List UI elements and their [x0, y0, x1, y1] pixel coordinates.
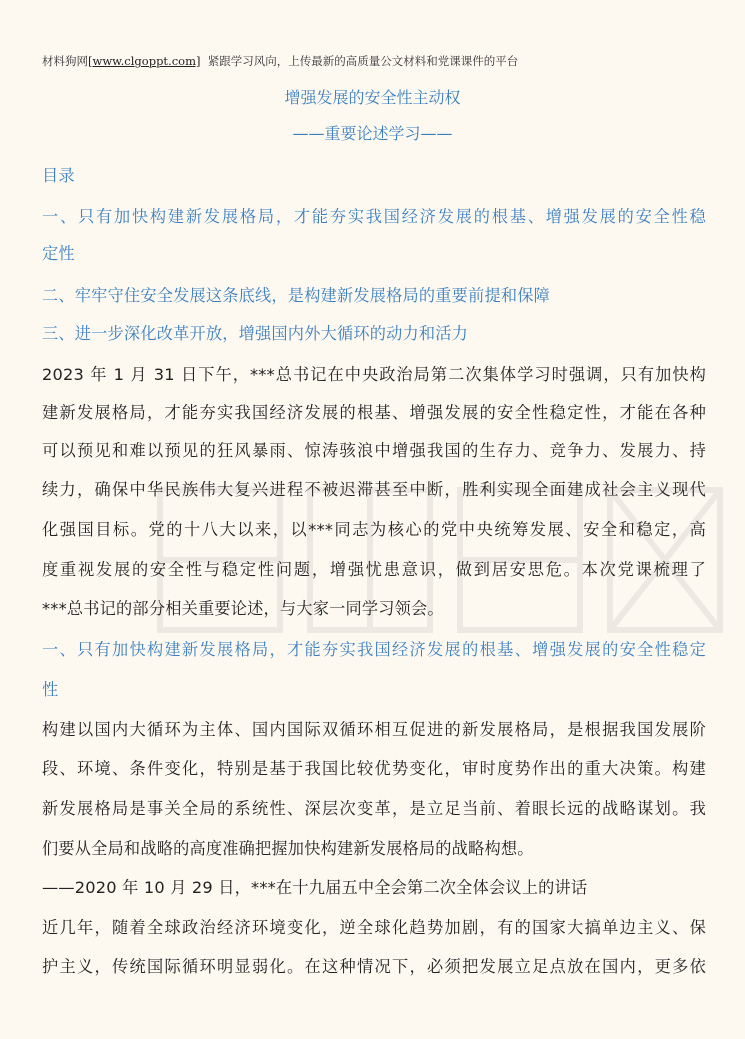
quote-source: ——2020 年 10 月 29 日，***在十九届五中全会第二次全体会议上的讲话: [42, 878, 588, 897]
section-1-paragraph-line: 构建以国内大循环为主体、国内国际双循环相互促进的新发展格局，是根据我国发展阶: [42, 720, 706, 739]
page-header: [42, 53, 518, 69]
section-1-heading: 一、只有加快构建新发展格局，才能夯实我国经济发展的根基、增强发展的安全性稳定: [42, 640, 706, 659]
intro-line: 续力，确保中华民族伟大复兴进程不被迟滞甚至中断，胜利实现全面建成社会主义现代: [42, 480, 706, 499]
intro-line: ***总书记的部分相关重要论述，与大家一同学习领会。: [42, 599, 444, 618]
section-1-paragraph-line: 新发展格局是事关全局的系统性、深层次变革，是立足当前、着眼长远的战略谋划。我: [42, 799, 706, 818]
toc-item-1-continued[interactable]: 定性: [42, 244, 75, 263]
intro-line: 度重视发展的安全性与稳定性问题，增强忧患意识，做到居安思危。本次党课梳理了: [42, 560, 706, 579]
intro-line: 化强国目标。党的十八大以来，以***同志为核心的党中央统筹发展、安全和稳定，高: [42, 520, 706, 539]
document-subtitle: ——重要论述学习——: [292, 124, 453, 143]
toc-label: 目录: [42, 166, 75, 185]
intro-line: 可以预见和难以预见的狂风暴雨、惊涛骇浪中增强我国的生存力、竞争力、发展力、持: [42, 441, 706, 460]
toc-item-3[interactable]: 三、进一步深化改革开放，增强国内外大循环的动力和活力: [42, 324, 469, 343]
section-1-paragraph-line: 段、环境、条件变化，特别是基于我国比较优势变化，审时度势作出的重大决策。构建: [42, 759, 706, 778]
document-title: 增强发展的安全性主动权: [284, 88, 461, 107]
site-tagline: 紧跟学习风向，上传最新的高质量公文材料和党课课件的平台: [207, 54, 519, 68]
site-name: 材料狗网: [42, 54, 88, 68]
section-1-paragraph-line: 近几年，随着全球政治经济环境变化，逆全球化趋势加剧，有的国家大搞单边主义、保: [42, 918, 706, 937]
section-1-paragraph-line: 护主义，传统国际循环明显弱化。在这种情况下，必须把发展立足点放在国内，更多依: [42, 957, 706, 976]
intro-line: 建新发展格局，才能夯实我国经济发展的根基、增强发展的安全性稳定性，才能在各种: [42, 403, 706, 422]
site-url-link[interactable]: [www.clgoppt.com]: [88, 54, 201, 68]
section-1-paragraph-line: 们要从全局和战略的高度准确把握加快构建新发展格局的战略构想。: [42, 839, 534, 858]
toc-item-2[interactable]: 二、牢牢守住安全发展这条底线，是构建新发展格局的重要前提和保障: [42, 286, 551, 305]
toc-item-1[interactable]: 一、只有加快构建新发展格局，才能夯实我国经济发展的根基、增强发展的安全性稳: [42, 207, 706, 226]
section-1-heading-continued: 性: [42, 680, 59, 699]
intro-line: 2023 年 1 月 31 日下午，***总书记在中央政治局第二次集体学习时强调，只有加快构: [42, 365, 706, 384]
